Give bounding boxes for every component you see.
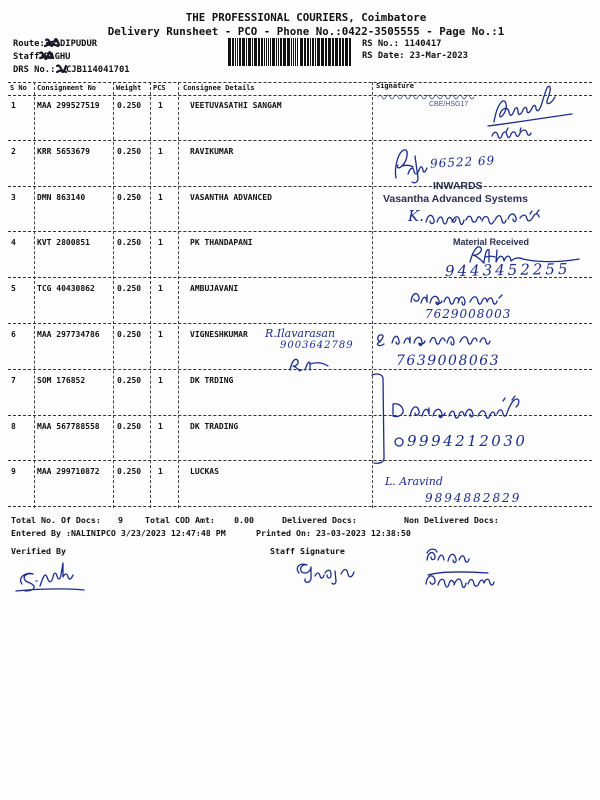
consignment-number: KRR 5653679 <box>37 146 90 156</box>
consignee-name: LUCKAS <box>190 467 219 477</box>
column-header-consignee: Consignee Details <box>183 84 255 92</box>
pieces-count: 1 <box>158 238 163 248</box>
barcode <box>228 38 352 66</box>
rs-number <box>362 39 441 49</box>
column-header-signature: Signature <box>376 82 414 90</box>
barcode-bar <box>291 38 292 66</box>
barcode-bar <box>239 38 241 66</box>
table-top-divider <box>8 82 592 83</box>
handwritten-phone-row-6-right: 7639008063 <box>396 353 501 369</box>
barcode-bar <box>317 38 320 66</box>
column-header-consignment: Consignment No <box>37 84 97 92</box>
non-delivered-docs-label: Non Delivered Docs: <box>404 515 499 525</box>
staff-signature-label: Staff Signature <box>270 546 345 556</box>
consignee-name: PK THANDAPANI <box>190 238 253 248</box>
barcode-bar <box>332 38 334 66</box>
barcode-bar <box>287 38 290 66</box>
barcode-bar <box>307 38 309 66</box>
handwritten-phone-row-4: 9443452255 <box>444 259 571 281</box>
barcode-bar <box>315 38 316 66</box>
total-docs-label: Total No. Of Docs: <box>11 515 101 525</box>
route-label: Route: <box>13 39 45 49</box>
barcode-bar <box>261 38 263 66</box>
consignment-number: MAA 297734786 <box>37 330 100 339</box>
barcode-bar <box>283 38 286 66</box>
route-value: DIPUDUR <box>60 39 98 49</box>
serial-number: 7 <box>11 375 16 385</box>
signature-verified-by <box>16 563 84 591</box>
weight-value: 0.250 <box>117 238 142 248</box>
barcode-bar <box>297 38 298 66</box>
pieces-count: 1 <box>158 101 163 110</box>
ink-scribble-drs <box>57 65 66 72</box>
staff-label: Staff: <box>13 52 45 62</box>
cod-value: 0.00 <box>234 515 254 525</box>
table-row <box>8 370 592 416</box>
pieces-count: 1 <box>158 146 163 156</box>
weight-value: 0.250 <box>117 421 142 431</box>
barcode-bar <box>270 38 271 66</box>
stamp-inwards-row-2: INWARDS <box>433 180 483 192</box>
barcode-bar <box>280 38 282 66</box>
serial-number: 8 <box>11 421 16 431</box>
weight-value: 0.250 <box>117 146 142 156</box>
stamp-code-row-1: CBE/HSG17 <box>429 101 469 108</box>
consignee-name: RAVIKUMAR <box>190 146 234 156</box>
signature-staff <box>297 564 354 584</box>
handwritten-name-row-6: R.Ilavarasan <box>265 327 336 340</box>
pieces-count: 1 <box>158 467 163 477</box>
weight-value: 0.250 <box>117 330 142 339</box>
barcode-bar <box>252 38 253 66</box>
barcode-bar <box>295 38 296 66</box>
barcode-bar <box>321 38 324 66</box>
handwritten-phone-row-6-left: 9003642789 <box>280 340 354 351</box>
barcode-bar <box>335 38 338 66</box>
handwritten-name-row-9: L. Aravind <box>385 475 443 488</box>
consignment-number: SOM 176852 <box>37 375 86 385</box>
consignee-name: VIGNESHKUMAR <box>190 330 248 339</box>
printed-on: Printed On: 23-03-2023 12:38:50 <box>256 528 411 538</box>
weight-value: 0.250 <box>117 284 142 294</box>
serial-number: 6 <box>11 330 16 339</box>
barcode-bar <box>325 38 327 66</box>
barcode-bar <box>293 38 294 66</box>
barcode-bar <box>268 38 269 66</box>
stamp-material-received-row-4: Material Received <box>453 237 530 247</box>
consignment-number: DMN 863140 <box>37 192 86 202</box>
handwritten-phone-row-5: 7629008003 <box>425 307 512 321</box>
handwritten-initial-row-2: K. <box>408 207 424 225</box>
serial-number: 5 <box>11 284 16 294</box>
weight-value: 0.250 <box>117 375 142 385</box>
rs-date-value: 23-Mar-2023 <box>409 51 468 61</box>
barcode-bar <box>237 38 238 66</box>
pieces-count: 1 <box>158 192 163 202</box>
consignee-name: AMBUJAVANI <box>190 284 239 294</box>
barcode-bar <box>312 38 314 66</box>
drs-label: DRS No.: <box>13 65 56 75</box>
column-header-pcs: PCS <box>153 84 166 92</box>
ink-scribble-route <box>45 39 59 46</box>
weight-value: 0.250 <box>117 101 142 110</box>
barcode-bar <box>310 38 311 66</box>
barcode-bar <box>264 38 265 66</box>
rs-number-value: 1140417 <box>404 39 442 49</box>
barcode-bar <box>254 38 257 66</box>
barcode-bar <box>339 38 341 66</box>
handwritten-tamil-footer <box>426 549 494 587</box>
rs-date <box>362 51 468 61</box>
drs-value: CJB114041701 <box>66 65 130 75</box>
barcode-bar <box>232 38 234 66</box>
staff-value: RAGHU <box>44 52 71 62</box>
barcode-bar <box>328 38 331 66</box>
barcode-bar <box>235 38 236 66</box>
serial-number: 2 <box>11 146 16 156</box>
consignee-name: DK TRDING <box>190 375 234 385</box>
stamp-company-row-2: Vasantha Advanced Systems <box>383 193 528 205</box>
handwritten-phone-row-9: 9894882829 <box>425 491 522 505</box>
barcode-bar <box>246 38 247 66</box>
column-header-sno: S No <box>10 84 27 92</box>
pieces-count: 1 <box>158 375 163 385</box>
consignment-number: MAA 299710872 <box>37 467 100 477</box>
verified-by-label: Verified By <box>11 546 66 556</box>
consignee-name: VEETUVASATHI SANGAM <box>190 101 282 110</box>
barcode-bar <box>345 38 348 66</box>
serial-number: 1 <box>11 101 16 110</box>
entered-by: Entered By :NALINIPCO 3/23/2023 12:47:48 PM <box>11 528 226 538</box>
consignee-name: VASANTHA ADVANCED <box>190 192 272 202</box>
barcode-bar <box>248 38 251 66</box>
rs-date-label: RS Date: <box>362 51 405 61</box>
barcode-bar <box>242 38 245 66</box>
table-row <box>8 141 592 187</box>
barcode-bar <box>266 38 267 66</box>
consignment-number: MAA 299527519 <box>37 101 100 110</box>
barcode-bar <box>342 38 344 66</box>
serial-number: 9 <box>11 467 16 477</box>
barcode-bar <box>228 38 231 66</box>
barcode-bar <box>278 38 279 66</box>
company-title: THE PROFESSIONAL COURIERS, Coimbatore <box>185 11 427 24</box>
consignment-number: MAA 567788558 <box>37 421 100 431</box>
barcode-bar <box>349 38 351 66</box>
pieces-count: 1 <box>158 284 163 294</box>
barcode-bar <box>300 38 303 66</box>
pieces-count: 1 <box>158 421 163 431</box>
serial-number: 3 <box>11 192 16 202</box>
consignment-number: KVT 2800851 <box>37 238 90 248</box>
consignment-number: TCG 40430862 <box>37 284 95 294</box>
consignee-name: DK TRADING <box>190 421 239 431</box>
runsheet-subtitle: Delivery Runsheet - PCO - Phone No.:0422-3505555 - Page No.:1 <box>107 25 505 38</box>
barcode-bar <box>272 38 275 66</box>
barcode-bar <box>258 38 260 66</box>
pieces-count: 1 <box>158 330 163 339</box>
rs-number-label: RS No.: <box>362 39 400 49</box>
handwritten-phone-row-8: 9994212030 <box>407 432 528 450</box>
barcode-bar <box>276 38 277 66</box>
cod-label: Total COD Amt: <box>145 515 215 525</box>
serial-number: 4 <box>11 238 16 248</box>
table-row <box>8 95 592 141</box>
barcode-bar <box>304 38 306 66</box>
column-header-weight: Weight <box>116 84 142 92</box>
weight-value: 0.250 <box>117 467 142 477</box>
handwritten-phone-row-2: 96522 69 <box>429 153 496 171</box>
delivered-docs-label: Delivered Docs: <box>282 515 357 525</box>
weight-value: 0.250 <box>117 192 142 202</box>
total-docs-value: 9 <box>118 515 123 525</box>
